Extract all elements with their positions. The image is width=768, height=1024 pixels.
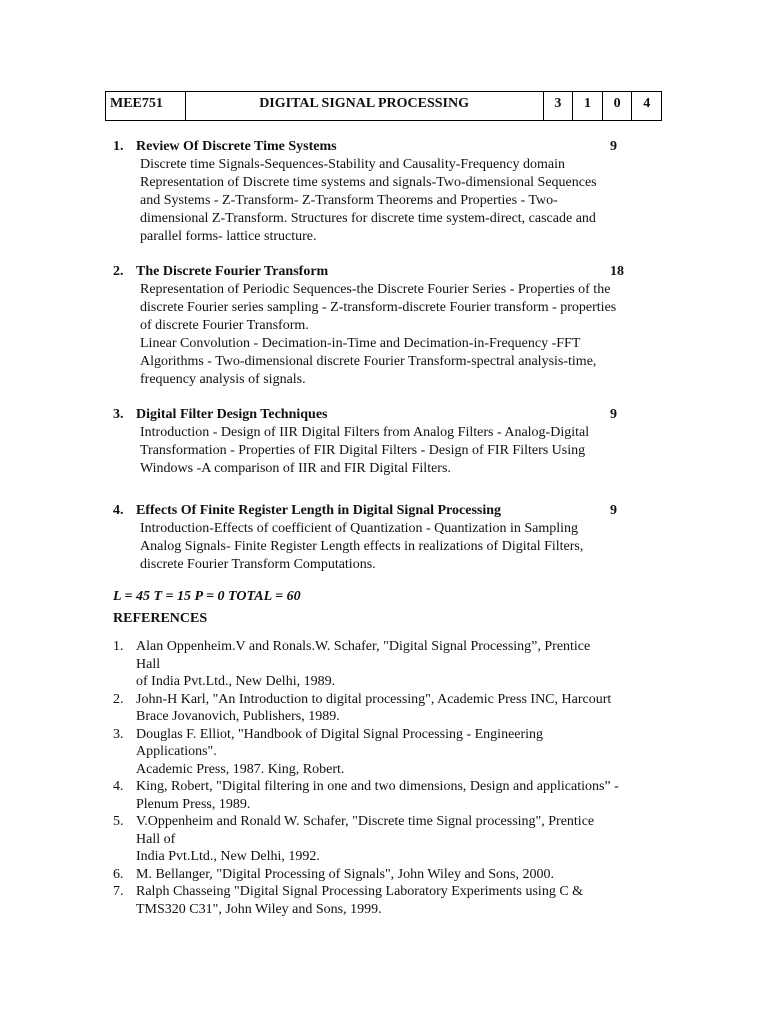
reference-item [113,883,648,918]
course-header-table [105,91,662,121]
reference-line: Plenum Press, 1989. [136,796,251,812]
reference-number: 1. [113,639,124,654]
reference-line: Brace Jovanovich, Publishers, 1989. [136,709,340,724]
reference-item [113,813,648,866]
unit-heading [113,138,673,156]
unit-title: Digital Filter Design Techniques [136,407,328,422]
unit-number: 4. [113,503,124,518]
description-line: frequency analysis of signals. [140,372,306,387]
unit-hours: 9 [610,139,617,154]
description-line: Representation of Discrete time systems and signals-Two-dimensional Sequences [140,175,597,190]
unit-heading [113,263,673,281]
description-line: Transformation - Properties of FIR Digital Filters - Design of FIR Filters Using [140,443,586,458]
description-line: Algorithms - Two-dimensional discrete Fourier Transform-spectral analysis-time, [140,354,597,369]
unit-2 [113,263,673,389]
unit-3 [113,406,673,478]
reference-line: Hall of [136,831,176,847]
unit-hours: 18 [610,264,624,279]
reference-line: TMS320 C31", John Wiley and Sons, 1999. [136,901,382,917]
course-title: DIGITAL SIGNAL PROCESSING [185,92,543,121]
lecture-credits: 3 [543,92,573,121]
reference-line: of India Pvt.Ltd., New Delhi, 1989. [136,674,336,689]
description-line: Representation of Periodic Sequences-the Discrete Fourier Series - Properties of the [140,282,611,297]
reference-line: Academic Press, 1987. King, Robert. [136,761,345,777]
reference-number: 5. [113,814,124,829]
reference-line: Ralph Chasseing "Digital Signal Processing Laboratory Experiments using C & [136,884,584,899]
reference-line: Alan Oppenheim.V and Ronals.W. Schafer, "Digital Signal Processing”, Prentice [136,639,591,654]
reference-number: 6. [113,866,124,882]
unit-hours: 9 [610,503,617,518]
reference-line: India Pvt.Ltd., New Delhi, 1992. [136,849,320,864]
unit-heading [113,406,673,424]
unit-heading [113,502,673,520]
description-line: of discrete Fourier Transform. [140,318,309,333]
unit-title: Effects Of Finite Register Length in Digital Signal Processing [136,503,502,518]
unit-number: 2. [113,264,124,279]
tutorial-credits: 1 [573,92,603,121]
reference-line: V.Oppenheim and Ronald W. Schafer, "Discrete time Signal processing", Prentice [136,814,595,829]
unit-description [140,424,660,478]
reference-item [113,866,648,884]
reference-line: Douglas F. Elliot, "Handbook of Digital Signal Processing - Engineering [136,726,544,742]
unit-number: 1. [113,139,124,154]
reference-line: John-H Karl, "An Introduction to digital processing", Academic Press INC, Harcourt [136,691,612,707]
practical-credits: 0 [602,92,632,121]
course-code: MEE751 [106,92,186,121]
reference-line: King, Robert, "Digital filtering in one and two dimensions, Design and applications” - [136,779,619,794]
unit-description [140,156,660,246]
description-line: Windows -A comparison of IIR and FIR Digital Filters. [140,461,451,476]
description-line: parallel forms- lattice structure. [140,229,317,244]
reference-item [113,638,648,691]
references-heading: REFERENCES [113,611,208,626]
reference-number: 2. [113,691,124,707]
unit-description [140,520,660,574]
total-credits: 4 [632,92,662,121]
description-line: Linear Convolution - Decimation-in-Time and Decimation-in-Frequency -FFT [140,336,581,351]
description-line: discrete Fourier Transform Computations. [140,557,376,572]
reference-line: M. Bellanger, "Digital Processing of Signals", John Wiley and Sons, 2000. [136,866,554,882]
reference-item [113,778,648,813]
total-hours: L = 45 T = 15 P = 0 TOTAL = 60 [113,589,301,604]
reference-line: Hall [136,656,161,672]
reference-number: 4. [113,779,124,794]
description-line: dimensional Z-Transform. Structures for discrete time system-direct, cascade and [140,211,596,226]
unit-hours: 9 [610,407,617,422]
description-line: and Systems - Z-Transform- Z-Transform Theorems and Properties - Two- [140,193,558,208]
unit-title: The Discrete Fourier Transform [136,264,329,279]
description-line: Analog Signals- Finite Register Length effects in realizations of Digital Filters, [140,539,584,554]
description-line: discrete Fourier series sampling - Z-transform-discrete Fourier transform - properties [140,300,617,315]
reference-item [113,691,648,726]
description-line: Discrete time Signals-Sequences-Stability and Causality-Frequency domain [140,157,565,172]
reference-item [113,726,648,779]
description-line: Introduction - Design of IIR Digital Filters from Analog Filters - Analog-Digital [140,425,590,440]
reference-line: Applications". [136,744,217,759]
unit-1 [113,138,673,246]
unit-title: Review Of Discrete Time Systems [136,139,337,154]
reference-number: 7. [113,884,124,899]
references-list [113,638,648,918]
unit-description [140,281,660,389]
description-line: Introduction-Effects of coefficient of Quantization - Quantization in Sampling [140,521,579,536]
unit-number: 3. [113,407,124,422]
reference-number: 3. [113,726,124,742]
unit-4 [113,502,673,574]
